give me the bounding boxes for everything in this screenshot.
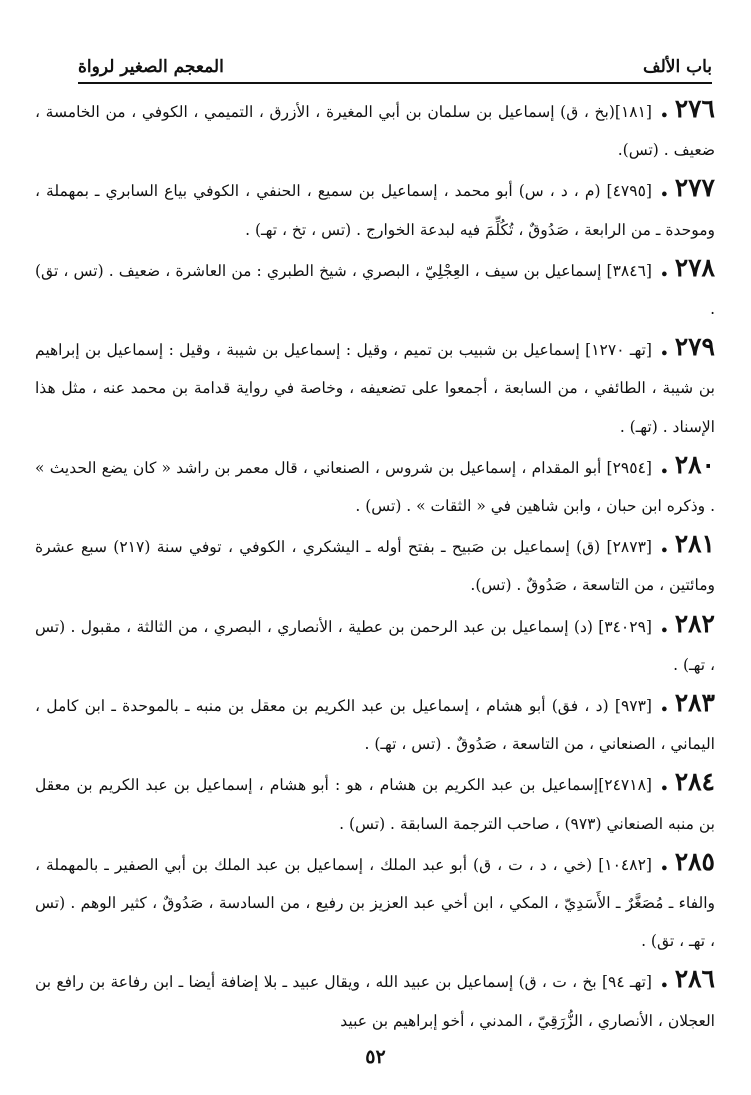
entry <box>35 525 715 604</box>
book-title: المعجم الصغير لرواة <box>78 57 224 77</box>
entry-text: [٢٩٥٤] أبو المقدام ، إسماعيل بن شروس ، الصنعاني ، قال معمر بن راشد « كان يضع الحديث » . وذكره ابن حبان ، وابن شاهين في « الثقات » . (تس) . <box>35 458 715 516</box>
entry-number-dot: . <box>659 964 669 994</box>
entry <box>35 446 715 525</box>
entry-number: ٢٨٦ <box>674 964 715 994</box>
entry-text: [تهـ ١٢٧٠] إسماعيل بن شبيب بن تميم ، وقيل : إسماعيل بن شيبة ، وقيل : إسماعيل بن إبراهيم بن شيبة ، الطائفي ، من السابعة ، أجمعوا على تضعيفه ، وخاصة في رواية قدامة بن محمد عنه ، مثل هذا الإسناد . (تهـ) . <box>35 341 715 436</box>
entry-number-dot: . <box>659 529 669 559</box>
entry-number-dot: . <box>659 688 669 718</box>
entry <box>35 90 715 169</box>
page-number: ٥٢ <box>365 1046 386 1068</box>
entry <box>35 960 715 1039</box>
entry-number: ٢٧٨ <box>674 252 715 282</box>
entry-text: [تهـ ٩٤] بخ ، ت ، ق) إسماعيل بن عبيد الله ، ويقال عبيد ـ بلا إضافة أيضا ـ ابن رفاعة بن رافع بن العجلان ، الأنصاري ، الزُّرَقِيّ ، المدني ، أخو إبراهيم بن عبيد <box>35 973 715 1030</box>
entry-number-dot: . <box>659 94 669 123</box>
entry-number: ٢٨٣ <box>674 688 715 718</box>
entry-number-dot: . <box>659 173 669 203</box>
entry-number: ٢٧٩ <box>674 332 715 362</box>
entry <box>35 843 715 961</box>
entry-number: ٢٨٢ <box>674 608 715 638</box>
entry-number-dot: . <box>659 252 669 282</box>
running-header <box>78 42 712 84</box>
entries-list <box>35 90 715 1040</box>
entry <box>35 605 715 684</box>
entry <box>35 249 715 328</box>
entry-text: [٤٧٩٥] (م ، د ، س) أبو محمد ، إسماعيل بن سميع ، الحنفي ، الكوفي بياع السابري ـ بمهملة ، وموحدة ـ من الرابعة ، صَدُوقٌ ، تُكُلِّمَ فيه لبدعة الخوارج . (تس ، تخ ، تهـ) . <box>35 182 715 239</box>
entry-text: [١٠٤٨٢] (خي ، د ، ت ، ق) أبو عبد الملك ، إسماعيل بن عبد الملك بن أبي الصفير ـ بالمهملة ، والفاء ـ مُصَغَّرٌ ـ الأَسَدِيّ ، المكي ، ابن أخي عبد العزيز بن رفيع ، من السادسة ، صَدُوقٌ ، كثير الوهم . (تس ، تهـ ، تق) . <box>35 855 715 951</box>
entry-text: [٩٧٣] (د ، فق) أبو هشام ، إسماعيل بن عبد الكريم بن معقل بن منبه ـ بالموحدة ـ ابن كامل ، اليماني ، الصنعاني ، من التاسعة ، صَدُوقٌ . (تس ، تهـ) . <box>35 697 715 754</box>
entry <box>35 169 715 248</box>
entry-number-dot: . <box>659 608 669 638</box>
entry-number: ٢٨٤ <box>674 767 715 797</box>
entry-number: ٢٧٧ <box>674 173 715 203</box>
entry-text: [٢٤٧١٨]إسماعيل بن عبد الكريم بن هشام ، هو : أبو هشام ، إسماعيل بن عبد الكريم بن معقل بن منبه الصنعاني (٩٧٣) ، صاحب الترجمة السابقة . (تس) . <box>35 776 715 833</box>
entry-number-dot: . <box>659 332 669 362</box>
entry-number-dot: . <box>659 846 669 876</box>
entry-text: [٣٨٤٦] إسماعيل بن سيف ، العِجْلِيّ ، البصري ، شيخ الطبري : من العاشرة ، ضعيف . (تس ، تق) . <box>35 261 715 319</box>
entry-number: ٢٨٥ <box>674 846 715 876</box>
entry-number: ٢٧٦ <box>674 94 715 123</box>
entry <box>35 763 715 842</box>
chapter-title: باب الألف <box>642 57 712 77</box>
entry-text: [١٨١](بخ ، ق) إسماعيل بن سلمان بن أبي المغيرة ، الأزرق ، التميمي ، الكوفي ، من الخامسة ، ضعيف . (تس). <box>35 103 715 160</box>
entry-text: [٣٤٠٢٩] (د) إسماعيل بن عبد الرحمن بن عطية ، الأنصاري ، البصري ، من الثالثة ، مقبول . (تس ، تهـ) . <box>35 617 715 674</box>
entry-number: ٢٨١ <box>674 529 715 559</box>
entry-text: [٢٨٧٣] (ق) إسماعيل بن صَبيح ـ بفتح أوله ـ اليشكري ، الكوفي ، توفي سنة (٢١٧) سبع عشرة ومائتين ، من التاسعة ، صَدُوقٌ . (تس). <box>35 538 715 595</box>
entry-number-dot: . <box>659 449 669 479</box>
entry <box>35 684 715 763</box>
entry <box>35 328 715 446</box>
entry-number: ٢٨٠ <box>674 449 715 479</box>
entry-number-dot: . <box>659 767 669 797</box>
